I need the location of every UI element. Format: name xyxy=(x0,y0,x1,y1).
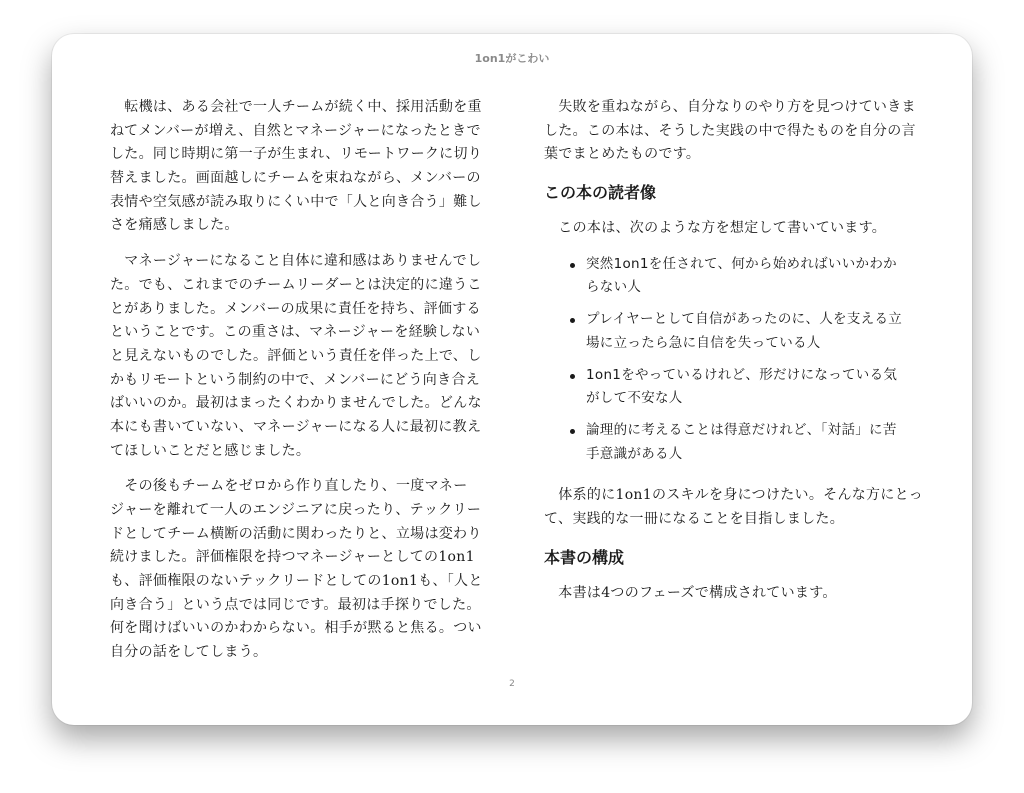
text-line: 続けました。評価権限を持つマネージャーとしての1on1 xyxy=(110,549,475,566)
text-line: 葉でまとめたものです。 xyxy=(544,146,701,163)
text-line: て、実践的な一冊になることを目指しました。 xyxy=(544,510,845,527)
text-line: した。同じ時期に第一子が生まれ、リモートワークに切り xyxy=(110,146,483,163)
text-line: ばいいのか。最初はまったくわかりませんでした。どんな xyxy=(110,395,482,412)
paragraph xyxy=(110,96,483,238)
left-page xyxy=(110,96,483,677)
bullet-icon xyxy=(570,429,575,434)
text-line: 何を聞けばいいのかわからない。相手が黙ると焦る。つい xyxy=(110,620,482,637)
text-line: した。この本は、そうした実践の中で得たものを自分の言 xyxy=(544,122,916,139)
text-line: ジャーを離れて一人のエンジニアに戻ったり、テックリー xyxy=(110,502,482,518)
text-line: ねてメンバーが増え、自然とマネージャーになったときで xyxy=(110,122,481,139)
paragraph xyxy=(544,484,923,531)
text-line: この本は、次のような方を想定して書いています。 xyxy=(544,220,887,237)
text-line: 替えました。画面越しにチームを束ねながら、メンバーの xyxy=(110,170,481,187)
text-line: た。でも、これまでのチームリーダーとは決定的に違うこ xyxy=(110,276,482,293)
text-line: プレイヤーとして自信があったのに、人を支える立 xyxy=(586,311,903,328)
list-item xyxy=(544,308,916,355)
text-line: 手意識がある人 xyxy=(586,445,683,462)
text-line: 突然1on1を任されて、何から始めればいいかわか xyxy=(586,255,897,272)
text-line: 自分の話をしてしまう。 xyxy=(110,644,268,661)
reader-list xyxy=(544,253,916,467)
book-reader-window xyxy=(52,34,972,725)
text-line: さを痛感しました。 xyxy=(110,217,239,234)
list-item xyxy=(544,364,916,411)
text-line: てほしいことだと感じました。 xyxy=(110,442,311,459)
text-line: 1on1をやっているけれど、形だけになっている気 xyxy=(586,366,898,383)
text-line: 場に立ったら急に自信を失っている人 xyxy=(586,334,821,351)
text-line: 転機は、ある会社で一人チームが続く中、採用活動を重 xyxy=(110,99,482,115)
paragraph xyxy=(544,582,916,606)
section-heading-readers: この本の読者像 xyxy=(544,183,657,203)
text-line: らない人 xyxy=(586,279,642,296)
paragraph xyxy=(544,217,916,241)
paragraph xyxy=(110,250,482,463)
text-line: 失敗を重ねながら、自分なりのやり方を見つけていきま xyxy=(544,99,916,115)
text-line: も、評価権限のないテックリードとしての1on1も、「人と xyxy=(110,573,483,590)
text-line: 本書は4つのフェーズで構成されています。 xyxy=(544,584,837,601)
text-line: ということです。この重さは、マネージャーを経験しない xyxy=(110,324,481,341)
section-heading-structure: 本書の構成 xyxy=(544,547,625,567)
list-item xyxy=(544,253,916,300)
bullet-icon xyxy=(570,263,575,268)
text-line: 体系的に1on1のスキルを身につけたい。そんな方にとっ xyxy=(544,487,923,504)
text-line: と見えないものでした。評価という責任を伴った上で、し xyxy=(110,347,482,364)
bullet-icon xyxy=(570,318,575,323)
text-line: 本にも書いていない、マネージャーになる人に最初に教え xyxy=(110,418,482,435)
paragraph xyxy=(544,96,916,167)
text-line: 論理的に考えることは得意だけれど、「対話」に苦 xyxy=(586,421,897,438)
text-line: 表情や空気感が読み取りにくい中で「人と向き合う」難し xyxy=(110,193,482,210)
text-line: その後もチームをゼロから作り直したり、一度マネー xyxy=(110,478,468,495)
text-line: 向き合う」という点では同じです。最初は手探りでした。 xyxy=(110,596,481,613)
paragraph xyxy=(110,475,483,665)
list-item xyxy=(544,419,916,466)
book-title: 1on1がこわい xyxy=(474,52,550,65)
page-number: 2 xyxy=(509,679,515,689)
text-line: かもリモートという制約の中で、メンバーにどう向き合え xyxy=(110,371,480,388)
text-line: とがありました。メンバーの成果に責任を持ち、評価する xyxy=(110,300,481,317)
bullet-icon xyxy=(570,374,575,379)
text-line: ドとしてチーム横断の活動に関わったりと、立場は変わり xyxy=(110,525,482,542)
text-line: マネージャーになること自体に違和感はありませんでし xyxy=(110,253,482,270)
right-page xyxy=(544,96,923,617)
text-line: がして不安な人 xyxy=(586,390,683,407)
